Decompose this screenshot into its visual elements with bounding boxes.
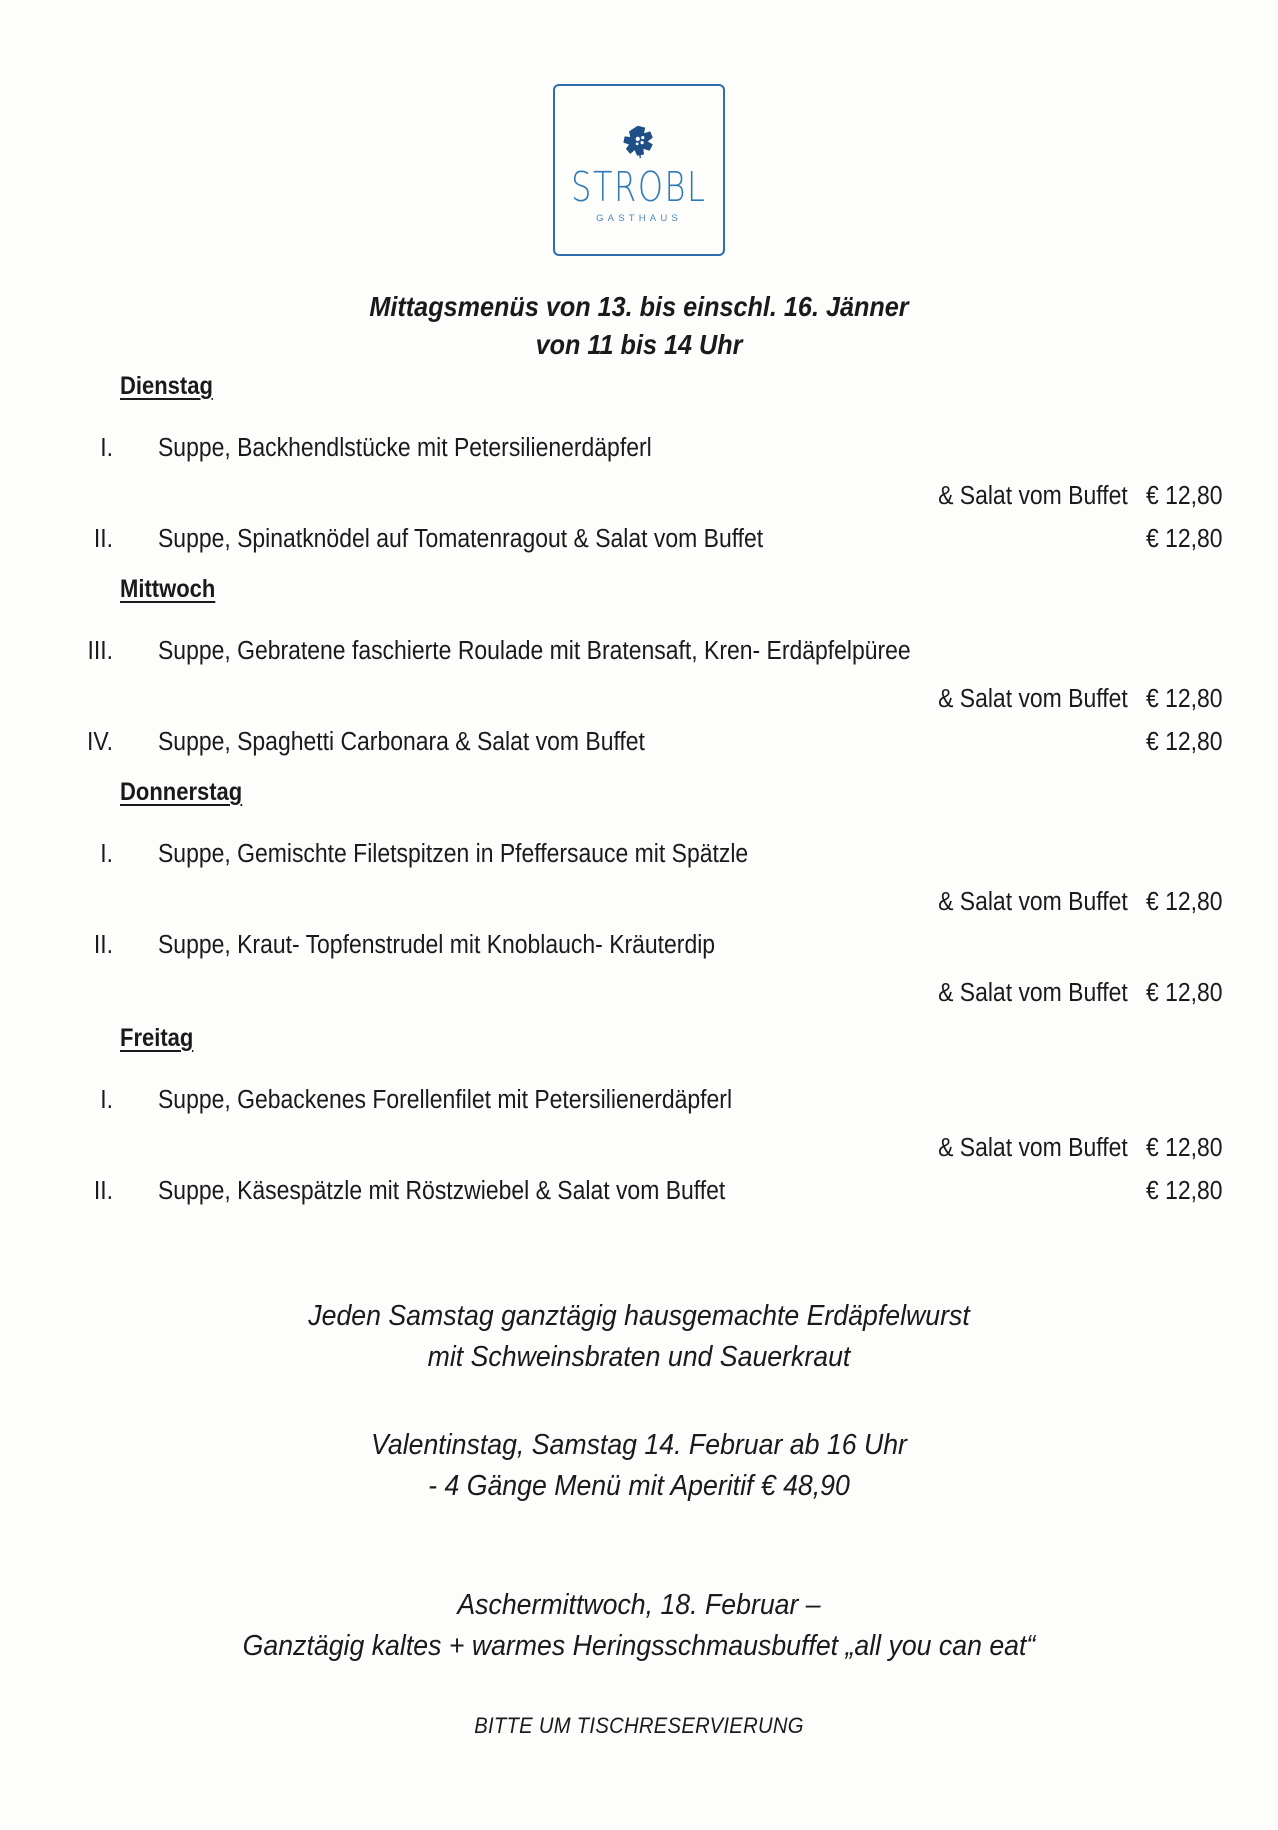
menu-item-description: Suppe, Kraut- Topfenstrudel mit Knoblauch- Kräuterdip — [158, 931, 716, 959]
menu-item-row — [0, 527, 1278, 575]
menu-item-description: Suppe, Spaghetti Carbonara & Salat vom Buffet — [158, 728, 645, 756]
day-heading-row — [0, 372, 1278, 418]
note-valentine-line2: - 4 Gänge Menü mit Aperitif € 48,90 — [428, 1470, 850, 1503]
menu-item-number: II. — [93, 931, 113, 959]
menu-item-continuation-row — [0, 981, 1278, 1024]
logo-subtitle: GASTHAUS — [596, 213, 682, 225]
menu-item-row — [0, 1179, 1278, 1227]
note-valentine — [0, 1425, 1278, 1507]
menu-item-price: € 12,80 — [1146, 1134, 1223, 1162]
note-ash-line1: Aschermittwoch, 18. Februar – — [457, 1589, 821, 1621]
menu-item-side-dish: & Salat vom Buffet — [938, 1134, 1128, 1162]
flower-blossom-icon — [619, 122, 659, 162]
day-heading: Dienstag — [120, 372, 213, 400]
menu-item-number: II. — [93, 525, 113, 553]
restaurant-logo — [0, 84, 1278, 256]
logo-frame — [553, 84, 725, 256]
menu-item-side-dish: & Salat vom Buffet — [938, 888, 1128, 916]
page-title — [64, 288, 1214, 364]
note-ash-line2: Ganztägig kaltes + warmes Heringsschmausbuffet „all you can eat“ — [242, 1630, 1036, 1663]
menu-item-description: Suppe, Spinatknödel auf Tomatenragout & Salat vom Buffet — [158, 525, 764, 553]
menu-item-price: € 12,80 — [1146, 1177, 1223, 1205]
reservation-text: BITTE UM TISCHRESERVIERUNG — [474, 1713, 804, 1738]
menu-item-row — [0, 436, 1278, 484]
note-reservation — [0, 1710, 1278, 1741]
logo-wordmark: STROBL — [571, 162, 707, 211]
day-heading-row — [0, 575, 1278, 621]
day-heading: Mittwoch — [120, 575, 216, 603]
menu-item-number: I. — [100, 434, 113, 462]
note-valentine-line1: Valentinstag, Samstag 14. Februar ab 16 Uhr — [371, 1429, 907, 1461]
day-heading-row — [0, 1024, 1278, 1070]
note-saturday — [0, 1296, 1278, 1378]
menu-item-number: III. — [87, 637, 113, 665]
menu-item-description: Suppe, Gebratene faschierte Roulade mit Bratensaft, Kren- Erdäpfelpüree — [158, 637, 911, 665]
menu-item-price: € 12,80 — [1146, 888, 1223, 916]
menu-item-row — [0, 730, 1278, 778]
menu-item-description: Suppe, Käsespätzle mit Röstzwiebel & Salat vom Buffet — [158, 1177, 726, 1205]
menu-item-price: € 12,80 — [1146, 979, 1223, 1007]
menu-item-number: IV. — [87, 728, 113, 756]
note-saturday-line1: Jeden Samstag ganztägig hausgemachte Erdäpfelwurst — [308, 1300, 970, 1332]
menu-item-continuation-row — [0, 1136, 1278, 1179]
page-title-line2: von 11 bis 14 Uhr — [535, 329, 743, 361]
menu-item-price: € 12,80 — [1146, 728, 1223, 756]
menu-item-side-dish: & Salat vom Buffet — [938, 685, 1128, 713]
menu-item-number: II. — [93, 1177, 113, 1205]
menu-item-row — [0, 639, 1278, 687]
menu-item-price: € 12,80 — [1146, 685, 1223, 713]
menu-item-continuation-row — [0, 890, 1278, 933]
page-title-line1: Mittagsmenüs von 13. bis einschl. 16. Jänner — [369, 291, 909, 322]
menu-item-continuation-row — [0, 484, 1278, 527]
menu-item-side-dish: & Salat vom Buffet — [938, 482, 1128, 510]
note-ash-wednesday — [0, 1585, 1278, 1667]
day-heading: Donnerstag — [120, 778, 243, 806]
menu-item-number: I. — [100, 840, 113, 868]
menu-item-continuation-row — [0, 687, 1278, 730]
menu-list — [0, 372, 1278, 1227]
menu-item-description: Suppe, Gemischte Filetspitzen in Pfeffersauce mit Spätzle — [158, 840, 749, 868]
menu-item-description: Suppe, Gebackenes Forellenfilet mit Petersilienerdäpferl — [158, 1086, 733, 1114]
menu-item-row — [0, 842, 1278, 890]
menu-item-price: € 12,80 — [1146, 482, 1223, 510]
menu-item-number: I. — [100, 1086, 113, 1114]
day-heading-row — [0, 778, 1278, 824]
menu-item-description: Suppe, Backhendlstücke mit Petersilienerdäpferl — [158, 434, 652, 462]
menu-item-price: € 12,80 — [1146, 525, 1223, 553]
menu-item-row — [0, 933, 1278, 981]
day-heading: Freitag — [120, 1024, 194, 1052]
menu-item-row — [0, 1088, 1278, 1136]
note-saturday-line2: mit Schweinsbraten und Sauerkraut — [427, 1341, 851, 1374]
menu-item-side-dish: & Salat vom Buffet — [938, 979, 1128, 1007]
